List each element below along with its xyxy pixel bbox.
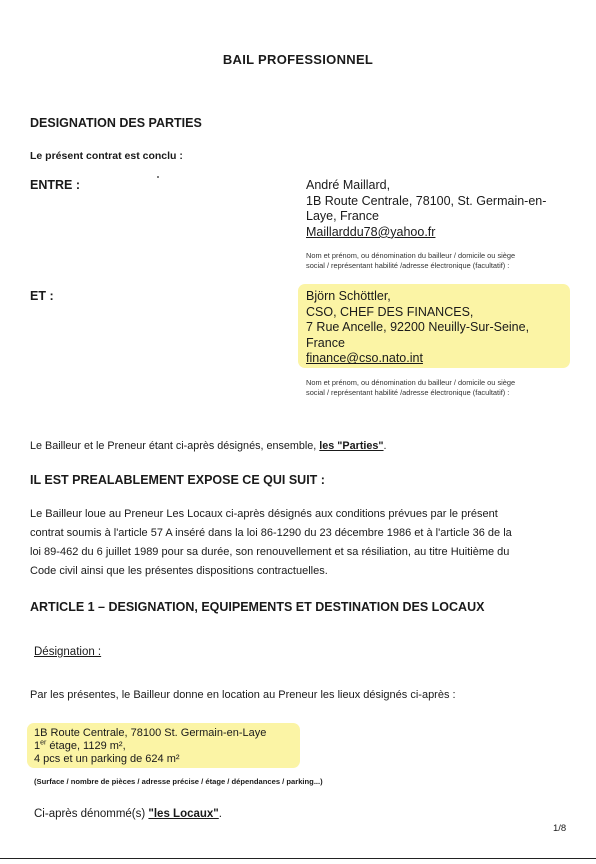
bailleur-note	[306, 251, 591, 271]
page-number: 1/8	[553, 823, 567, 834]
locaux-note: (Surface / nombre de pièces / adresse précise / étage / dépendances / parking...)	[34, 777, 323, 786]
parties-term: les "Parties"	[319, 440, 384, 452]
expose-line: Code civil ainsi que les présentes dispositions contractuelles.	[30, 565, 328, 577]
parties-sentence	[30, 440, 387, 452]
preneur-email: finance@cso.nato.int	[306, 351, 423, 366]
bailleur-email: Maillarddu78@yahoo.fr	[306, 224, 436, 239]
preneur-note	[306, 378, 591, 398]
expose-line: loi 89-462 du 6 juillet 1989 pour sa durée, son renouvellement et sa résiliation, au titre Huitième du	[30, 546, 510, 558]
designation-subheading: Désignation :	[34, 646, 102, 658]
denomme-text: Ci-après dénommé(s)	[34, 808, 149, 820]
intro-text: Le présent contrat est conclu :	[30, 150, 183, 162]
preneur-line: CSO, CHEF DES FINANCES,	[306, 304, 474, 319]
parties-text: Le Bailleur et le Preneur étant ci-après désignés, ensemble,	[30, 440, 320, 452]
note-line: social / représentant habilité /adresse électronique (facultatif) :	[306, 261, 510, 270]
preneur-label: ET :	[30, 289, 54, 303]
locaux-floor-sup: er	[40, 739, 47, 747]
scan-dot	[157, 176, 159, 178]
designation-heading: DESIGNATION DES PARTIES	[30, 116, 202, 130]
locaux-block	[34, 727, 314, 765]
bailleur-line: Laye, France	[306, 209, 379, 224]
bottom-border	[0, 858, 596, 859]
bailleur-label: ENTRE :	[30, 178, 80, 192]
note-line: Nom et prénom, ou dénomination du bailleur / domicile ou siège	[306, 251, 516, 260]
expose-line: Le Bailleur loue au Preneur Les Locaux ci-après désignés aux conditions prévues par le présent	[30, 508, 498, 520]
denomme-term: "les Locaux"	[148, 808, 219, 820]
expose-paragraph	[30, 505, 590, 581]
locaux-line	[34, 740, 314, 753]
denomme-sentence	[34, 808, 222, 820]
locaux-line: 4 pcs et un parking de 624 m²	[34, 752, 180, 765]
article1-heading: ARTICLE 1 – DESIGNATION, EQUIPEMENTS ET DESTINATION DES LOCAUX	[30, 600, 485, 614]
locaux-line: 1B Route Centrale, 78100 St. Germain-en-Laye	[34, 727, 267, 739]
locaux-floor-rest: étage, 1129 m²,	[46, 739, 126, 752]
bailleur-line: 1B Route Centrale, 78100, St. Germain-en-	[306, 193, 547, 208]
preneur-line: France	[306, 335, 345, 350]
note-line: social / représentant habilité /adresse électronique (facultatif) :	[306, 388, 510, 397]
preneur-block	[306, 289, 586, 367]
bailleur-block	[306, 178, 586, 240]
note-line: Nom et prénom, ou dénomination du bailleur / domicile ou siège	[306, 378, 516, 387]
locaux-floor: 1	[34, 739, 41, 752]
document-title: BAIL PROFESSIONNEL	[222, 52, 374, 67]
expose-heading: IL EST PREALABLEMENT EXPOSE CE QUI SUIT :	[30, 473, 325, 487]
denomme-end: .	[218, 808, 222, 820]
parties-end: .	[383, 440, 387, 452]
bailleur-line: André Maillard,	[306, 178, 391, 192]
expose-line: contrat soumis à l'article 57 A inséré dans la loi 86-1290 du 23 décembre 1986 et à l'article 36 de la	[30, 527, 512, 539]
preneur-line: 7 Rue Ancelle, 92200 Neuilly-Sur-Seine,	[306, 320, 530, 335]
preneur-line: Björn Schöttler,	[306, 289, 391, 303]
location-sentence: Par les présentes, le Bailleur donne en location au Preneur les lieux désignés ci-après :	[30, 689, 456, 701]
